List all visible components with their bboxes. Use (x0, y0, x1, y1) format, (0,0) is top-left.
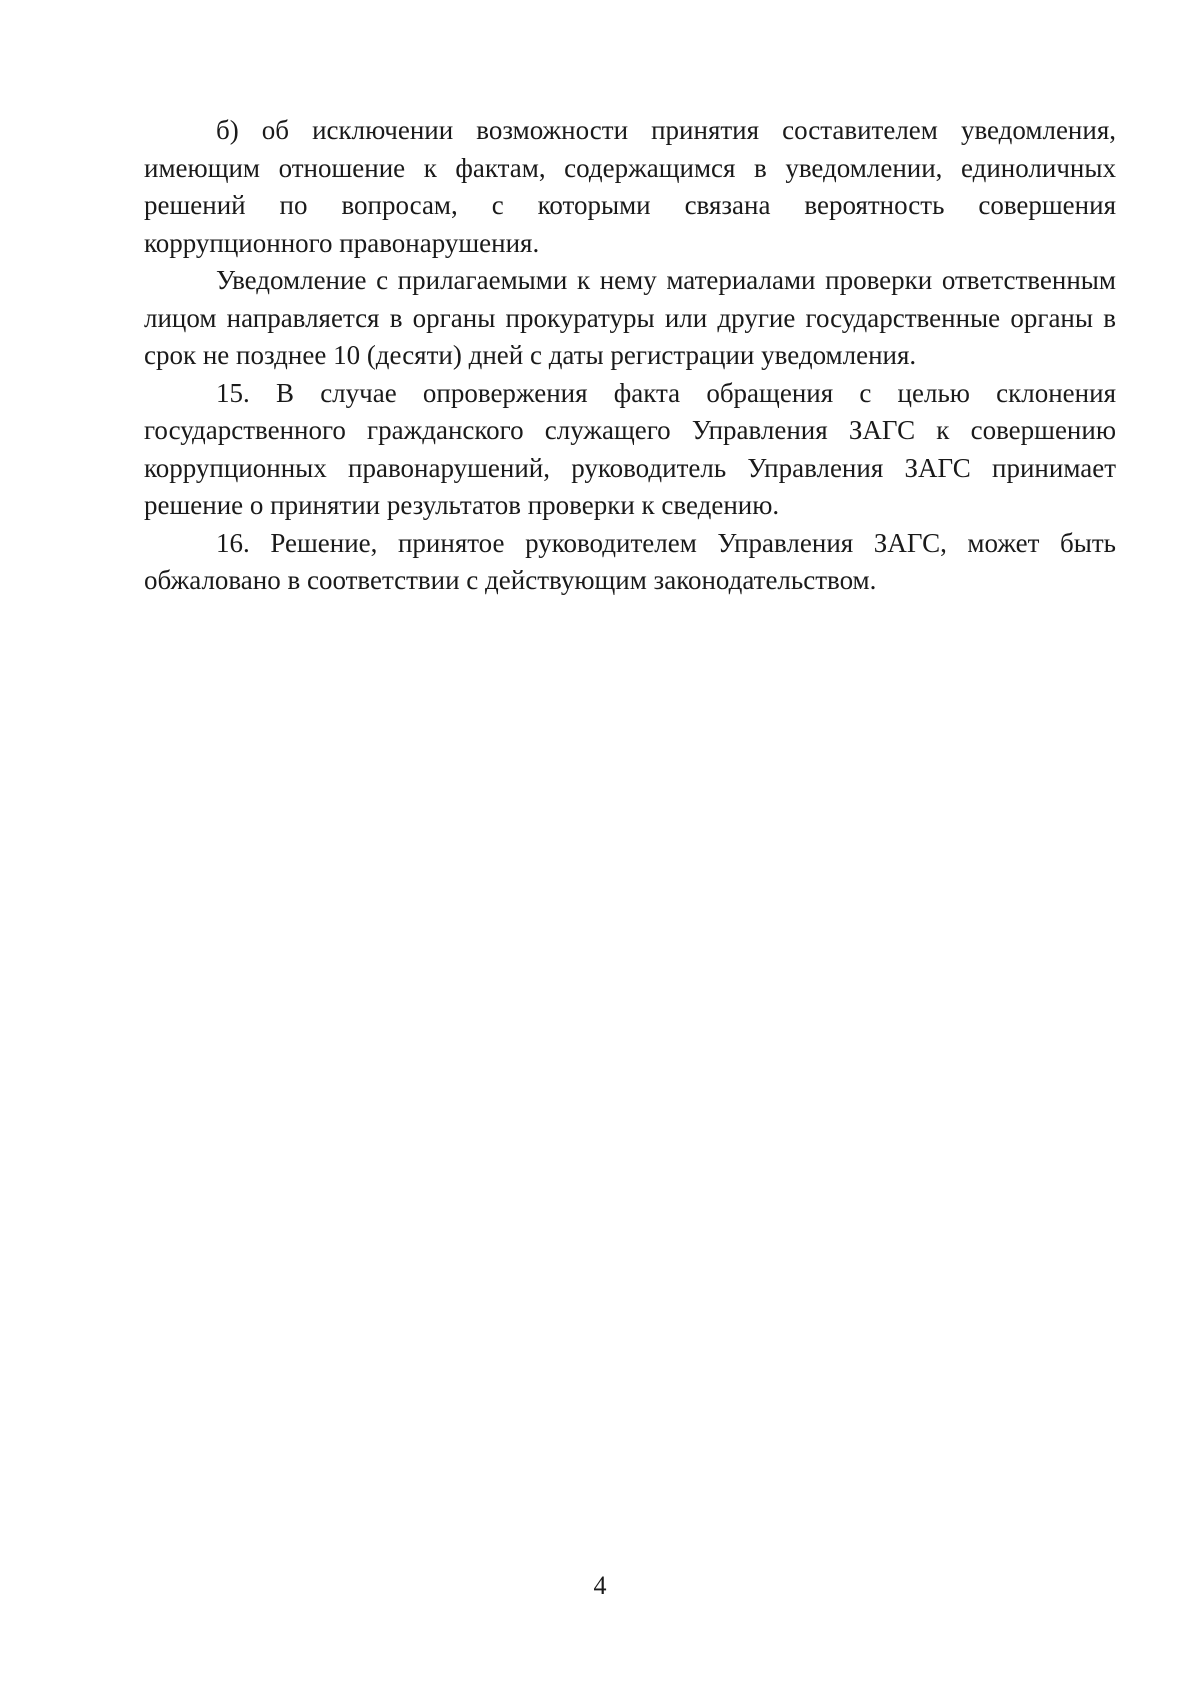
paragraph-16: 16. Решение, принятое руководителем Управления ЗАГС, может быть обжаловано в соответствии с действующим законодательством. (144, 527, 1116, 595)
document-body (144, 112, 1116, 600)
paragraph-item-b: б) об исключении возможности принятия составителем уведомления, имеющим отношение к фактам, содержащимся в уведомлении, единоличных решений по вопросам, с которыми связана вероятность совершения коррупционного правонарушения. (144, 115, 1116, 258)
page-number: 4 (593, 1571, 607, 1600)
paragraph-notification-referral: Уведомление с прилагаемыми к нему материалами проверки ответственным лицом направляется в органы прокуратуры или другие государственные органы в срок не позднее 10 (десяти) дней с даты регистрации уведомления. (144, 265, 1116, 370)
paragraph-15: 15. В случае опровержения факта обращения с целью склонения государственного гражданского служащего Управления ЗАГС к совершению коррупционных правонарушений, руководитель Управления ЗАГС принимает решение о принятии результатов проверки к сведению. (144, 377, 1116, 520)
